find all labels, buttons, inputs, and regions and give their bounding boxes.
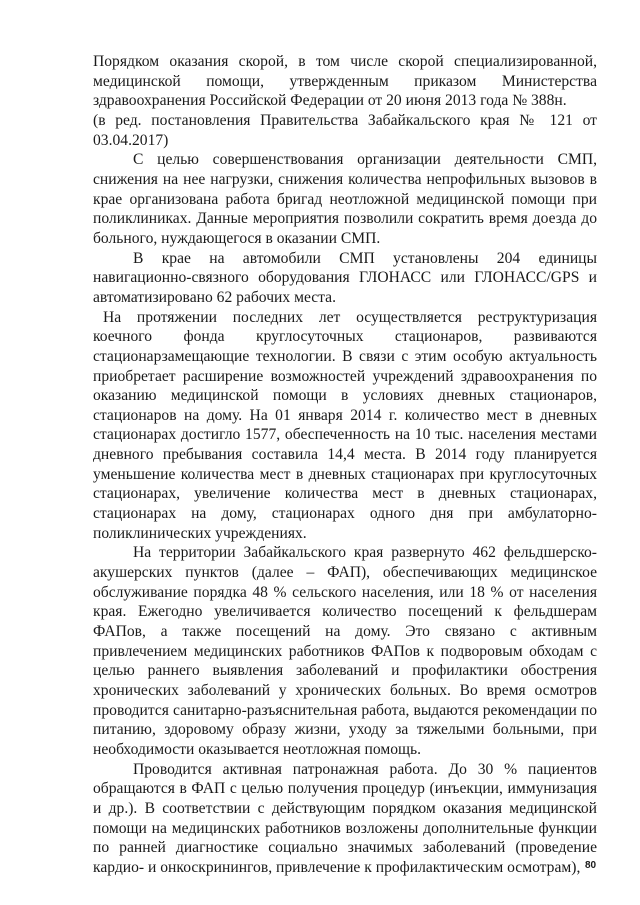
paragraph-patronage-work: Проводится активная патронажная работа. До 30 % пациентов обращаются в ФАП с целью получения процедур (инъекции, иммунизация и др.). В соответствии с действующим порядком оказания медицинской помощи на медицинских работников возложены дополнительные функции по ранней диагностике социально значимых заболеваний (проведение кардио- и онкоскринингов, привлечение к профилактическим осмотрам),	[93, 760, 597, 876]
paragraph-fap-network: На территории Забайкальского края развернуто 462 фельдшерско-акушерских пунктов (далее – ФАП), обеспечивающих медицинское обслуживание порядка 48 % сельского населения, или 18 % от населения края. Ежегодно увеличивается количество посещений к фельдшерам ФАПов, а также посещений на дому. Это связано с активным привлечением медицинских работников ФАПов к подворовым обходам с целью раннего выявления заболеваний и профилактики обострения хронических заболеваний у хронических больных. Во время осмотров проводится санитарно-разъяснительная работа, выдаются рекомендации по питанию, здоровому образу жизни, уходу за тяжелыми больными, при необходимости оказывается неотложная помощь.	[93, 544, 597, 758]
paragraph-order-reference: Порядком оказания скорой, в том числе скорой специализированной, медицинской помощи, утвержденным приказом Министерства здравоохранения Российской Федерации от 20 июня 2013 года № 388н.	[93, 53, 597, 110]
paragraph-glonass-equipment: В крае на автомобили СМП установлены 204 единицы навигационно-связного оборудования ГЛОНАСС или ГЛОНАСС/GPS и автоматизировано 62 рабочих места.	[93, 249, 597, 306]
paragraph-bed-restructuring: На протяжении последних лет осуществляется реструктуризация коечного фонда круглосуточных стационаров, развиваются стационарзамещающие технологии. В связи с этим особую актуальность приобретает расширение возможностей учреждений здравоохранения по оказанию медицинской помощи в условиях дневных стационаров, стационаров на дому. На 01 января 2014 г. количество мест в дневных стационарах достигло 1577, обеспеченность на 10 тыс. населения местами дневного пребывания составила 14,4 места. В 2014 году планируется уменьшение количества мест в дневных стационарах при круглосуточных стационарах, увеличение количества мест в дневных стационарах, стационарах на дому, стационарах одного дня при амбулаторно-поликлинических учреждениях.	[93, 308, 597, 542]
paragraph-smp-improvement: С целью совершенствования организации деятельности СМП, снижения на нее нагрузки, снижения количества непрофильных вызовов в крае организована работа бригад неотложной медицинской помощи при поликлиниках. Данные мероприятия позволили сократить время доезда до больного, нуждающегося в оказании СМП.	[93, 151, 597, 247]
page-number: 80	[585, 860, 597, 871]
paragraph-amendment-note: (в ред. постановления Правительства Забайкальского края № 121 от 03.04.2017)	[93, 111, 597, 149]
body-text	[93, 52, 597, 878]
